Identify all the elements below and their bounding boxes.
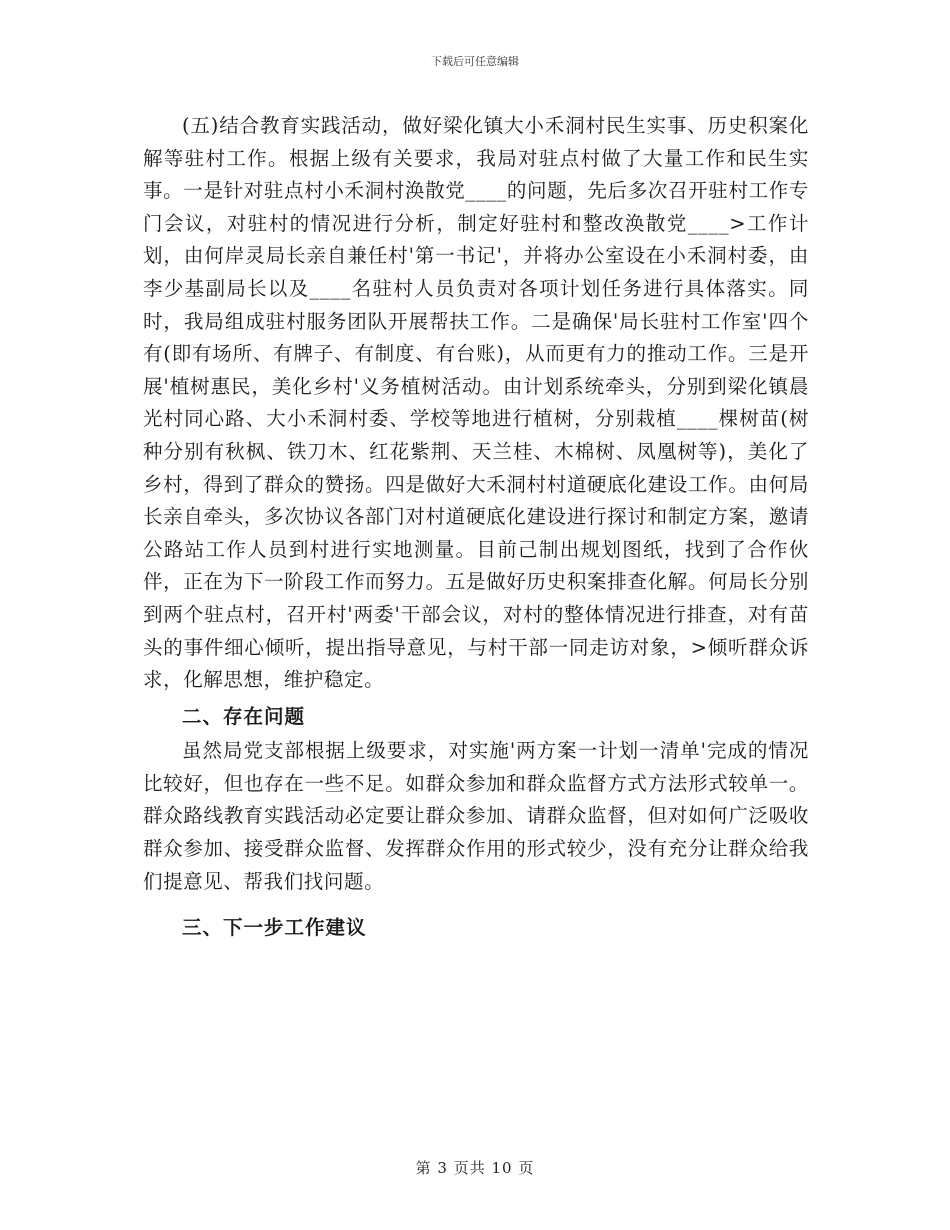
document-body — [143, 110, 809, 947]
paragraph-existing-problems: 虽然局党支部根据上级要求，对实施'两方案一计划一清单'完成的情况比较好，但也存在一些不足。如群众参加和群众监督方式方法形式较单一。群众路线教育实践活动必定要让群众参加、请群众监督，但对如何广泛吸收群众参加、接受群众监督、发挥群众作用的形式较少，没有充分让群众给我们提意见、帮我们找问题。 — [143, 739, 809, 893]
section-heading-next-steps: 三、下一步工作建议 — [182, 916, 367, 940]
page-number: 第 3 页共 10 页 — [415, 1159, 535, 1177]
page-header-note: 下载后可任意编辑 — [431, 55, 519, 68]
section-heading-existing-problems: 二、存在问题 — [182, 704, 306, 728]
paragraph-village-work: (五)结合教育实践活动，做好梁化镇大小禾洞村民生实事、历史积案化解等驻村工作。根据上级有关要求，我局对驻点村做了大量工作和民生实事。一是针对驻点村小禾洞村涣散党____的问题，先后多次召开驻村工作专门会议，对驻村的情况进行分析，制定好驻村和整改涣散党____>工作计划，由何岸灵局长亲自兼任村'第一书记'，并将办公室设在小禾洞村委，由李少基副局长以及____名驻村人员负责对各项计划任务进行具体落实。同时，我局组成驻村服务团队开展帮扶工作。二是确保'局长驻村工作室'四个有(即有场所、有牌子、有制度、有台账)，从而更有力的推动工作。三是开展'植树惠民，美化乡村'义务植树活动。由计划系统牵头，分别到梁化镇晨光村同心路、大小禾洞村委、学校等地进行植树，分别栽植____棵树苗(树种分别有秋枫、铁刀木、红花紫荆、天兰桂、木棉树、凤凰树等)，美化了乡村，得到了群众的赞扬。四是做好大禾洞村村道硬底化建设工作。由何局长亲自牵头，多次协议各部门对村道硬底化建设进行探讨和制定方案，邀请公路站工作人员到村进行实地测量。目前己制出规划图纸，找到了合作伙伴，正在为下一阶段工作而努力。五是做好历史积案排查化解。何局长分别到两个驻点村，召开村'两委'干部会议，对村的整体情况进行排查，对有苗头的事件细心倾听，提出指导意见，与村干部一同走访对象，>倾听群众诉求，化解思想，维护稳定。 — [143, 114, 809, 692]
